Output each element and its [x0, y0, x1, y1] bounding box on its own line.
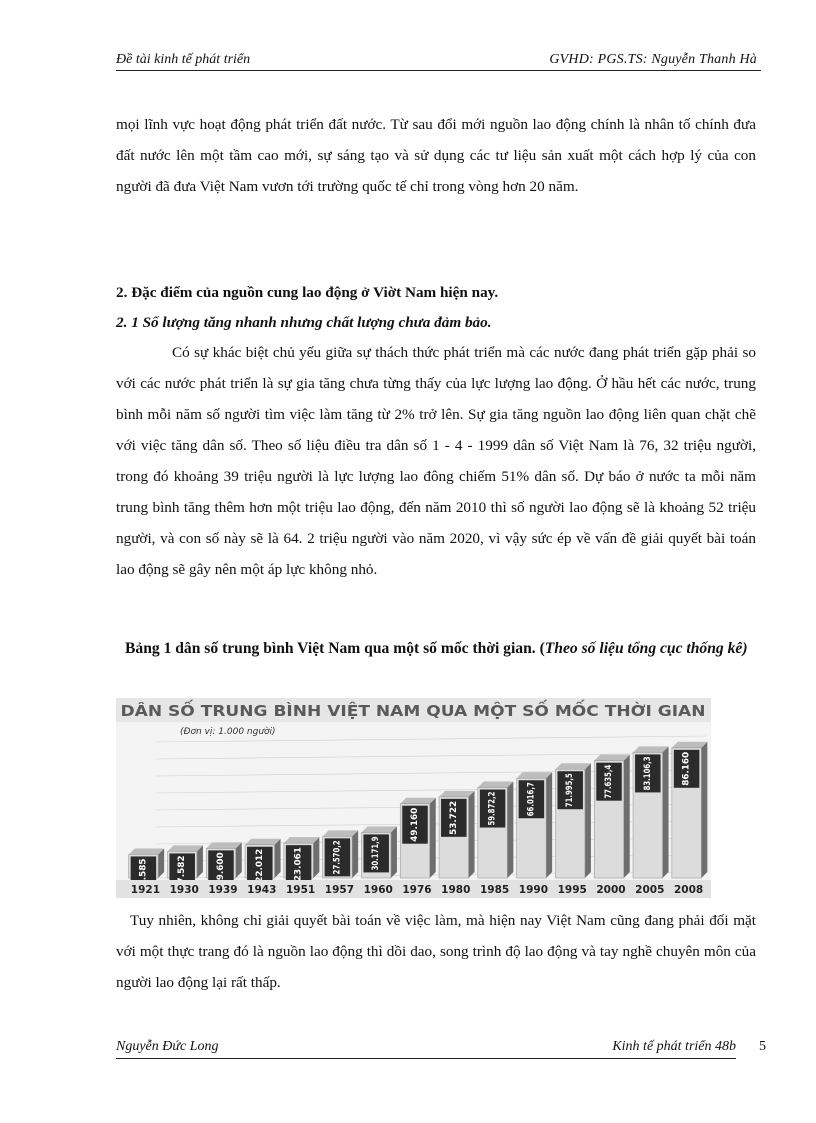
table-caption: [116, 634, 756, 664]
page-footer: [116, 1038, 736, 1059]
chart-bar-side: [391, 826, 397, 878]
caption-source: Theo số liệu tổng cục thống kê): [544, 640, 748, 657]
chart-x-tick-label: 1943: [247, 884, 277, 896]
chart-unit-note: (Đơn vị: 1.000 người): [180, 727, 276, 737]
chart-bar-top: [439, 791, 474, 797]
subsection-heading: 2. 1 Số lượng tăng nhanh nhưng chất lượng chưa đảm bảo.: [116, 314, 492, 331]
chart-bar-side: [275, 839, 281, 878]
body-paragraph-2: Tuy nhiên, không chỉ giải quyết bài toán về việc làm, mà hiện nay Việt Nam cũng đang phải đối mặt với một thực trang đó là nguồn lao động thì dồi dao, song trình độ lao động và tay nghề chuyên môn của người lao động lại rất thấp.: [116, 912, 756, 991]
caption-main: Bảng 1 dân số trung bình Việt Nam qua một số mốc thời gian. (: [125, 640, 545, 657]
chart-bar: [478, 782, 513, 878]
intro-paragraph: mọi lĩnh vực hoạt động phát triển đất nước. Từ sau đổi mới nguồn lao động chính là nhân tố chính đưa đất nước lên một tầm cao mới, sự sáng tạo và sử dụng các tư liệu sản xuất một cách hợp lý của con người đã đưa Việt Nam vươn tới trường quốc tế chỉ trong vòng hơn 20 năm.: [116, 116, 756, 195]
page-number: 5: [759, 1039, 766, 1054]
chart-bar-top: [129, 848, 164, 854]
chart-x-tick-label: 1976: [402, 884, 432, 896]
chart-value-label: 66.016,7: [526, 774, 537, 817]
chart-bar: [439, 791, 474, 878]
chart-bar-side: [352, 830, 358, 878]
chart-x-tick-label: 1921: [130, 884, 161, 896]
chart-value-label: 86.160: [681, 752, 692, 786]
chart-value-label: 49.160: [410, 808, 420, 842]
header-topic: Đề tài kinh tế phát triển: [116, 52, 251, 67]
section-heading: 2. Đặc điểm của nguồn cung lao động ở Viờt Nam hiện nay.: [116, 284, 499, 301]
chart-bar: [361, 826, 396, 878]
chart-bar-top: [633, 746, 668, 752]
chart-value-label: 77.635,4: [604, 756, 614, 799]
chart-value-label: 27.570,2: [332, 832, 343, 875]
chart-value-label: 19.600: [216, 853, 226, 887]
chart-bar-top: [206, 842, 241, 848]
chart-bar-side: [469, 791, 475, 878]
chart-bar-top: [672, 742, 707, 748]
chart-bar-side: [546, 772, 552, 878]
chart-bar-top: [594, 755, 629, 761]
chart-bar-side: [624, 755, 630, 878]
chart-bar-top: [361, 826, 396, 832]
chart-value-label: 53.722: [448, 802, 459, 835]
chart-bar: [672, 742, 707, 878]
chart-bar-top: [517, 772, 552, 778]
chart-x-tick-label: 1960: [363, 884, 393, 896]
chart-x-tick-label: 1930: [169, 884, 199, 896]
chart-bar-side: [236, 842, 242, 878]
chart-x-tick-label: 1939: [208, 884, 238, 896]
body-paragraph-1: Có sự khác biệt chủ yếu giữa sự thách thức phát triển mà các nước đang phát triển gặp phải so với các nước phát triển là sự gia tăng chưa từng thấy của lực lượng lao động. Ở hầu hết các nước, trung bình mỗi năm số người tìm việc làm tăng từ 2% trở lên. Sự gia tăng nguồn lao động liên quan chặt chẽ với việc tăng dân số. Theo số liệu điều tra dân số 1 - 4 - 1999 dân số Việt Nam là 76, 32 triệu người, trong đó khoảng 39 triệu người là lực lượng lao đông chiếm 51% dân số. Dự báo ở nước ta mỗi năm trung bình tăng thêm hơn một triệu lao động, đến năm 2010 thì số người lao động sẽ là khoảng 52 triệu người, và con số này sẽ là 64. 2 triệu người vào năm 2020, vì vậy sức ép về vấn đề giải quyết bài toán lao động sẽ gây nên một áp lực không nhỏ.: [116, 344, 756, 578]
chart-x-tick-label: 1985: [479, 884, 510, 896]
chart-value-label: 23.061: [293, 848, 304, 882]
chart-bar-side: [585, 763, 591, 878]
chart-x-tick-label: 1957: [324, 884, 355, 896]
chart-value-label: 17.582: [177, 856, 188, 890]
chart-bar-top: [167, 845, 202, 851]
footer-author: Nguyễn Đức Long: [116, 1039, 219, 1054]
chart-value-label: 71.995,5: [565, 765, 576, 808]
chart-x-tick-label: 1980: [441, 884, 471, 896]
page-header: [116, 50, 761, 71]
chart-bar: [594, 755, 629, 878]
chart-value-label: 30.171,9: [371, 828, 382, 871]
chart-bar: [633, 746, 668, 878]
chart-x-tick-label: 1990: [518, 884, 549, 896]
chart-value-label: 59.872,2: [487, 783, 498, 826]
chart-x-tick-label: 1951: [285, 884, 316, 896]
chart-bar: [284, 837, 319, 883]
chart-value-label: 15.585: [138, 859, 149, 893]
chart-bar-side: [663, 746, 669, 878]
population-chart: [116, 698, 711, 898]
chart-bar: [400, 798, 435, 878]
chart-bar-top: [323, 830, 358, 836]
chart-bar-side: [430, 798, 436, 878]
chart-x-tick-label: 2005: [635, 884, 665, 896]
chart-bar-top: [400, 798, 435, 804]
chart-value-label: 83.106,3: [642, 748, 653, 791]
chart-bar-top: [284, 837, 319, 843]
chart-x-tick-label: 2008: [673, 884, 704, 896]
chart-x-ticks: [131, 884, 703, 896]
chart-x-tick-label: 2000: [596, 884, 626, 896]
chart-x-tick-label: 1995: [557, 884, 587, 896]
chart-title: DÂN SỐ TRUNG BÌNH VIỆT NAM QUA MỘT SỐ MỐC THỜI GIAN: [120, 702, 653, 720]
chart-bar-side: [313, 837, 319, 878]
chart-bar: [517, 772, 552, 878]
footer-class: Kinh tế phát triển 48b: [612, 1039, 736, 1054]
chart-value-label: 22.012: [254, 849, 265, 883]
header-supervisor: GVHD: PGS.TS: Nguyễn Thanh Hà: [549, 52, 757, 67]
chart-bar: [323, 830, 358, 878]
chart-bar-top: [555, 763, 590, 769]
chart-bar-side: [701, 742, 707, 878]
chart-bar-top: [245, 839, 280, 845]
chart-bar-side: [507, 782, 513, 878]
chart-bar: [555, 763, 590, 878]
chart-bar-top: [478, 782, 513, 788]
